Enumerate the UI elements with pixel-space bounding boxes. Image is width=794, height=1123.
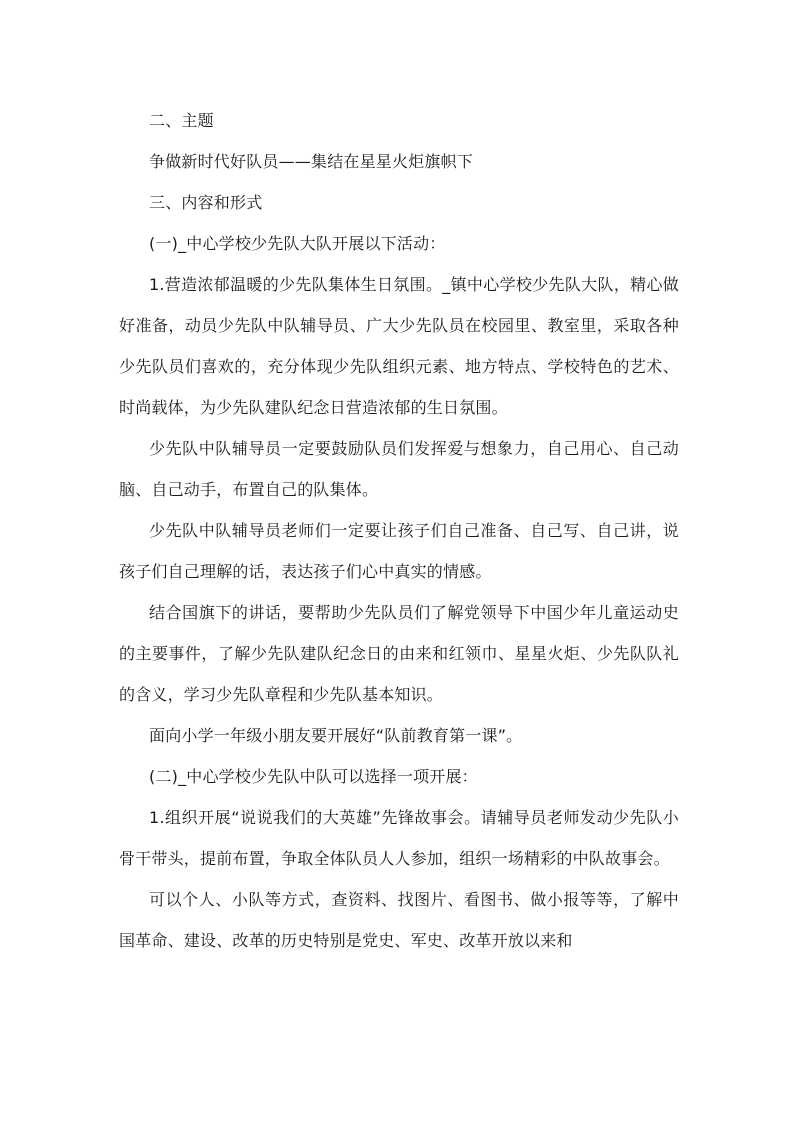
paragraph-atmosphere: 1.营造浓郁温暖的少先队集体生日氛围。_镇中心学校少先队大队，精心做好准备，动员少先队中队辅导员、广大少先队员在校园里、教室里，采取各种少先队员们喜欢的，充分体现少先队组织元素、地方特点、学校特色的艺术、时尚载体，为少先队建队纪念日营造浓郁的生日氛围。 [119,275,679,417]
paragraph-story-meeting: 1.组织开展“说说我们的大英雄”先锋故事会。请辅导员老师发动少先队小骨干带头，提前布置，争取全体队员人人参加，组织一场精彩的中队故事会。 [119,808,679,868]
paragraph-counselor-encourage: 少先队中队辅导员一定要鼓励队员们发挥爱与想象力，自己用心、自己动脑、自己动手，布置自己的队集体。 [119,439,679,499]
paragraph-counselor-prepare: 少先队中队辅导员老师们一定要让孩子们自己准备、自己写、自己讲，说孩子们自己理解的话，表达孩子们心中真实的情感。 [119,521,679,581]
paragraph-flag-speech: 结合国旗下的讲话，要帮助少先队员们了解党领导下中国少年儿童运动史的主要事件，了解少先队建队纪念日的由来和红领巾、星星火炬、少先队队礼的含义，学习少先队章程和少先队基本知识。 [119,603,679,704]
theme-text: 争做新时代好队员——集结在星星火炬旗帜下 [149,152,474,171]
document-body [119,100,679,961]
paragraph-research: 可以个人、小队等方式，查资料、找图片、看图书、做小报等等，了解中国革命、建设、改革的历史特别是党史、军史、改革开放以来和 [119,890,679,950]
subsection-heading-2: (二)_中心学校少先队中队可以选择一项开展： [149,767,478,786]
subsection-heading-1: (一)_中心学校少先队大队开展以下活动： [149,234,446,253]
section-heading-content: 三、内容和形式 [149,193,263,212]
paragraph-first-lesson: 面向小学一年级小朋友要开展好“队前教育第一课”。 [149,726,523,745]
section-heading-theme: 二、主题 [149,111,214,130]
